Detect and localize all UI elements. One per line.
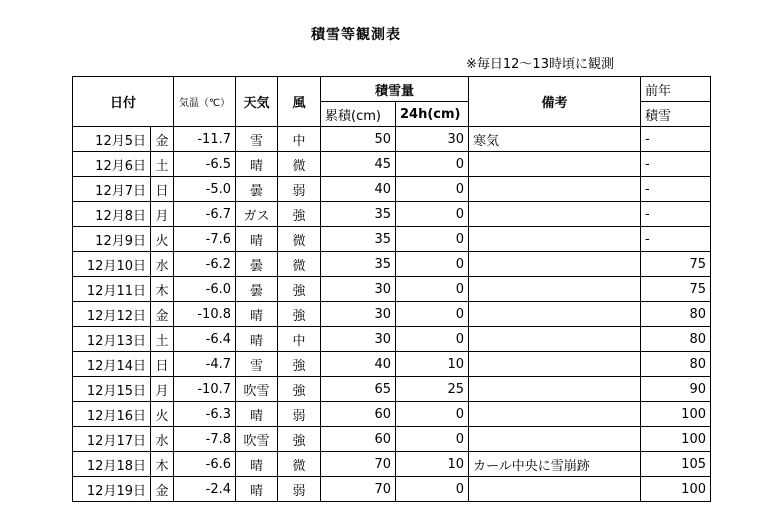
table-cell-dow: 土 [151, 152, 174, 177]
table-cell-remarks [469, 252, 641, 277]
table-cell-remarks [469, 177, 641, 202]
table-cell-date: 12月9日 [73, 227, 151, 252]
table-row [73, 427, 711, 452]
table-cell-snow-total: 70 [321, 452, 396, 477]
table-cell-remarks [469, 202, 641, 227]
table-cell-prev-year: 80 [641, 302, 711, 327]
table-cell-snow-total: 60 [321, 402, 396, 427]
table-cell-weather: 曇 [236, 277, 278, 302]
table-cell-remarks [469, 302, 641, 327]
table-cell-weather: 雪 [236, 127, 278, 152]
table-cell-temp: -7.8 [174, 427, 236, 452]
table-cell-dow: 金 [151, 302, 174, 327]
table-row [73, 202, 711, 227]
table-cell-prev-year: - [641, 177, 711, 202]
table-cell-prev-year: 100 [641, 402, 711, 427]
table-cell-remarks [469, 477, 641, 502]
table-cell-weather: 晴 [236, 452, 278, 477]
table-cell-temp: -6.4 [174, 327, 236, 352]
table-cell-wind: 微 [278, 152, 321, 177]
table-cell-snow-24h: 0 [396, 302, 469, 327]
header-snow-24h: 24h(cm) [396, 102, 469, 127]
table-cell-prev-year: - [641, 202, 711, 227]
table-cell-prev-year: 105 [641, 452, 711, 477]
table-cell-snow-total: 30 [321, 277, 396, 302]
page-title: 積雪等観測表 [311, 27, 401, 43]
table-cell-prev-year: 75 [641, 277, 711, 302]
table-cell-dow: 月 [151, 202, 174, 227]
table-cell-dow: 水 [151, 252, 174, 277]
table-cell-wind: 弱 [278, 177, 321, 202]
table-cell-temp: -6.6 [174, 452, 236, 477]
table-cell-snow-24h: 30 [396, 127, 469, 152]
table-cell-dow: 日 [151, 352, 174, 377]
table-cell-wind: 強 [278, 302, 321, 327]
table-cell-snow-24h: 0 [396, 227, 469, 252]
table-cell-temp: -4.7 [174, 352, 236, 377]
table-cell-wind: 微 [278, 227, 321, 252]
table-cell-snow-24h: 0 [396, 277, 469, 302]
table-cell-weather: ガス [236, 202, 278, 227]
table-cell-date: 12月5日 [73, 127, 151, 152]
table-cell-remarks: カール中央に雪崩跡 [469, 452, 641, 477]
header-date: 日付 [73, 77, 174, 127]
table-row [73, 252, 711, 277]
table-cell-temp: -2.4 [174, 477, 236, 502]
table-cell-dow: 火 [151, 402, 174, 427]
table-cell-snow-total: 70 [321, 477, 396, 502]
table-cell-snow-total: 65 [321, 377, 396, 402]
header-snow: 積雪量 [321, 77, 469, 102]
table-cell-snow-24h: 0 [396, 252, 469, 277]
table-cell-prev-year: 75 [641, 252, 711, 277]
table-cell-snow-24h: 10 [396, 452, 469, 477]
table-cell-snow-24h: 0 [396, 427, 469, 452]
table-cell-weather: 曇 [236, 177, 278, 202]
table-cell-temp: -5.0 [174, 177, 236, 202]
table-row [73, 152, 711, 177]
table-cell-date: 12月7日 [73, 177, 151, 202]
table-cell-wind: 微 [278, 452, 321, 477]
table-cell-date: 12月6日 [73, 152, 151, 177]
table-cell-snow-24h: 0 [396, 177, 469, 202]
table-cell-snow-24h: 0 [396, 152, 469, 177]
table-cell-date: 12月15日 [73, 377, 151, 402]
table-row [73, 177, 711, 202]
table-cell-date: 12月13日 [73, 327, 151, 352]
table-cell-temp: -10.8 [174, 302, 236, 327]
table-row [73, 477, 711, 502]
table-cell-wind: 中 [278, 127, 321, 152]
table-cell-snow-total: 35 [321, 252, 396, 277]
table-row [73, 127, 711, 152]
table-cell-date: 12月12日 [73, 302, 151, 327]
table-cell-prev-year: - [641, 127, 711, 152]
table-cell-snow-24h: 0 [396, 327, 469, 352]
table-cell-snow-total: 45 [321, 152, 396, 177]
table-cell-weather: 晴 [236, 152, 278, 177]
table-cell-wind: 強 [278, 277, 321, 302]
header-snow-total: 累積(cm) [321, 102, 396, 127]
table-cell-prev-year: 100 [641, 477, 711, 502]
table-row [73, 277, 711, 302]
table-cell-snow-24h: 0 [396, 202, 469, 227]
table-row [73, 302, 711, 327]
table-cell-temp: -6.7 [174, 202, 236, 227]
table-cell-remarks [469, 277, 641, 302]
table-cell-temp: -6.0 [174, 277, 236, 302]
table-row [73, 377, 711, 402]
table-cell-remarks [469, 352, 641, 377]
table-cell-temp: -6.5 [174, 152, 236, 177]
table-cell-date: 12月16日 [73, 402, 151, 427]
header-temp: 気温（℃） [174, 77, 236, 127]
table-cell-temp: -6.3 [174, 402, 236, 427]
table-cell-snow-24h: 25 [396, 377, 469, 402]
header-weather: 天気 [236, 77, 278, 127]
table-cell-dow: 金 [151, 127, 174, 152]
table-cell-weather: 晴 [236, 402, 278, 427]
table-cell-wind: 強 [278, 202, 321, 227]
table-cell-dow: 木 [151, 277, 174, 302]
snow-observation-table [72, 76, 711, 502]
table-cell-dow: 水 [151, 427, 174, 452]
table-cell-wind: 強 [278, 352, 321, 377]
table-cell-remarks [469, 427, 641, 452]
table-cell-remarks [469, 152, 641, 177]
table-cell-temp: -6.2 [174, 252, 236, 277]
table-cell-dow: 木 [151, 452, 174, 477]
table-cell-snow-24h: 0 [396, 477, 469, 502]
header-wind: 風 [278, 77, 321, 127]
table-cell-snow-total: 30 [321, 327, 396, 352]
table-cell-weather: 晴 [236, 302, 278, 327]
table-cell-weather: 吹雪 [236, 427, 278, 452]
table-cell-snow-24h: 10 [396, 352, 469, 377]
table-cell-remarks [469, 327, 641, 352]
table-cell-wind: 弱 [278, 402, 321, 427]
table-cell-temp: -11.7 [174, 127, 236, 152]
table-cell-wind: 微 [278, 252, 321, 277]
table-cell-dow: 日 [151, 177, 174, 202]
table-cell-wind: 弱 [278, 477, 321, 502]
table-cell-weather: 曇 [236, 252, 278, 277]
header-prev-snow: 積雪 [641, 102, 711, 127]
table-cell-prev-year: - [641, 152, 711, 177]
table-cell-snow-total: 40 [321, 352, 396, 377]
table-cell-remarks [469, 227, 641, 252]
table-cell-prev-year: - [641, 227, 711, 252]
table-cell-snow-total: 35 [321, 202, 396, 227]
table-cell-dow: 火 [151, 227, 174, 252]
table-cell-date: 12月19日 [73, 477, 151, 502]
table-row [73, 227, 711, 252]
table-cell-temp: -7.6 [174, 227, 236, 252]
table-row [73, 452, 711, 477]
table-cell-date: 12月8日 [73, 202, 151, 227]
table-cell-weather: 吹雪 [236, 377, 278, 402]
table-cell-prev-year: 80 [641, 352, 711, 377]
table-cell-temp: -10.7 [174, 377, 236, 402]
table-row [73, 352, 711, 377]
table-cell-date: 12月18日 [73, 452, 151, 477]
table-cell-date: 12月10日 [73, 252, 151, 277]
table-cell-weather: 晴 [236, 477, 278, 502]
table-cell-snow-total: 60 [321, 427, 396, 452]
table-cell-dow: 金 [151, 477, 174, 502]
table-cell-wind: 中 [278, 327, 321, 352]
table-cell-snow-total: 30 [321, 302, 396, 327]
table-cell-snow-total: 40 [321, 177, 396, 202]
table-cell-prev-year: 100 [641, 427, 711, 452]
table-cell-prev-year: 80 [641, 327, 711, 352]
table-cell-remarks: 寒気 [469, 127, 641, 152]
table-cell-wind: 強 [278, 427, 321, 452]
table-cell-remarks [469, 402, 641, 427]
table-row [73, 402, 711, 427]
table-cell-snow-total: 50 [321, 127, 396, 152]
table-cell-weather: 晴 [236, 327, 278, 352]
table-cell-wind: 強 [278, 377, 321, 402]
observation-note: ※毎日12～13時頃に観測 [466, 57, 614, 72]
table-cell-date: 12月17日 [73, 427, 151, 452]
table-cell-prev-year: 90 [641, 377, 711, 402]
header-prev-year: 前年 [641, 77, 711, 102]
table-row [73, 327, 711, 352]
table-cell-snow-24h: 0 [396, 402, 469, 427]
table-cell-remarks [469, 377, 641, 402]
table-cell-weather: 晴 [236, 227, 278, 252]
table-cell-snow-total: 35 [321, 227, 396, 252]
table-cell-date: 12月11日 [73, 277, 151, 302]
table-cell-weather: 雪 [236, 352, 278, 377]
header-remarks: 備考 [469, 77, 641, 127]
table-cell-dow: 月 [151, 377, 174, 402]
table-cell-dow: 土 [151, 327, 174, 352]
table-cell-date: 12月14日 [73, 352, 151, 377]
